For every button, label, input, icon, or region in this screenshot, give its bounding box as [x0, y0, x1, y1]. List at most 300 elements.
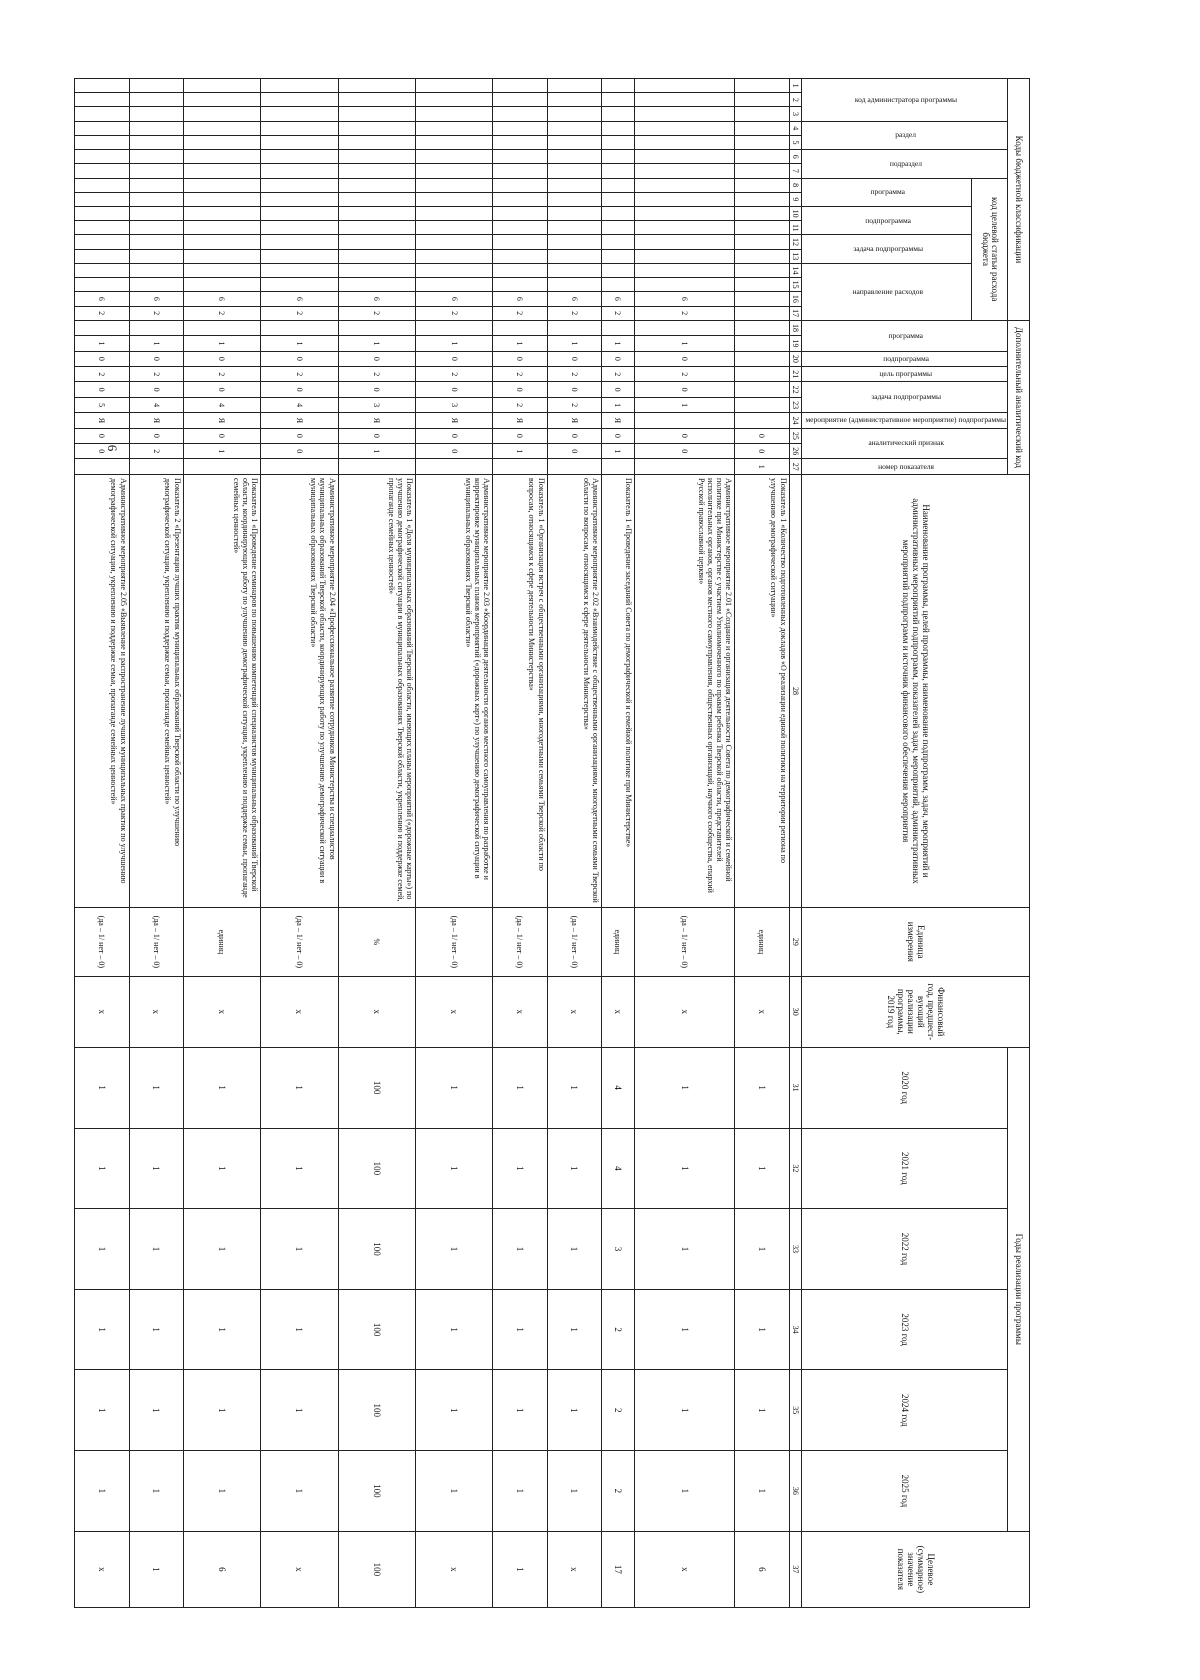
code-cell: 2: [129, 367, 183, 382]
code-cell: [129, 278, 183, 292]
table-row: [75, 79, 129, 1608]
row-year-value: 1: [415, 1047, 492, 1128]
row-year-value: 1: [415, 1451, 492, 1532]
row-year-value: 1: [634, 1047, 735, 1128]
row-unit: единиц: [735, 907, 789, 976]
row-year-value: 1: [183, 1370, 260, 1451]
target-article-header: код целевой статьи расхода бюджета: [972, 178, 1008, 320]
subprogram-header: подпрограмма: [801, 206, 972, 234]
code-cell: [634, 249, 735, 263]
code-cell: [183, 135, 260, 149]
code-cell: [547, 320, 601, 335]
row-year-value: 1: [493, 1451, 547, 1532]
column-number: 27: [789, 459, 801, 475]
column-number: 28: [789, 475, 801, 908]
code-cell: [129, 249, 183, 263]
task-header: задача подпрограммы: [801, 235, 972, 263]
code-cell: 0: [493, 428, 547, 443]
code-cell: 0: [129, 382, 183, 397]
row-year-value: 1: [75, 1370, 129, 1451]
code-cell: [75, 178, 129, 192]
column-number: 31: [789, 1047, 801, 1128]
code-cell: [129, 93, 183, 107]
column-number: 14: [789, 263, 801, 277]
code-cell: 1: [129, 336, 183, 351]
row-year-value: 1: [547, 1370, 601, 1451]
code-cell: [601, 107, 634, 121]
code-cell: [129, 178, 183, 192]
code-cell: [338, 459, 415, 475]
code-cell: [129, 107, 183, 121]
row-year-value: 1: [415, 1289, 492, 1370]
code-cell: 1: [601, 397, 634, 412]
code-cell: [735, 79, 789, 93]
table-frame: [96, 78, 1030, 1608]
code-cell: 2: [493, 367, 547, 382]
code-cell: 0: [634, 444, 735, 459]
code-cell: 1: [415, 336, 492, 351]
row-year-value: 100: [338, 1047, 415, 1128]
code-cell: 0: [338, 428, 415, 443]
code-cell: [415, 93, 492, 107]
row-year-value: 2: [601, 1370, 634, 1451]
row-description: Показатель 1 «Проведение заседаний Совета по демографической и семейной политике при Министерстве»: [601, 475, 634, 908]
code-cell: 1: [601, 336, 634, 351]
code-cell: [634, 413, 735, 428]
code-cell: 4: [183, 397, 260, 412]
column-number: 30: [789, 976, 801, 1047]
code-cell: 1: [493, 336, 547, 351]
column-number: 20: [789, 351, 801, 366]
row-unit: %: [338, 907, 415, 976]
years-header: Годы реализации программы: [1008, 1047, 1030, 1531]
row-fin-year-value: х: [601, 976, 634, 1047]
program-header: программа: [801, 178, 972, 206]
row-description: Административное мероприятие 2.01 «Создание и организация деятельности Совета по демографической и семейной политике при Министерстве с участием Уполномоченного по правам ребенка Тверской области, представителей исполнительных органов, органов местного самоуправления, общественных организаций, научного сообщества, епархий Русской православной церкви»: [634, 475, 735, 908]
code-cell: 1: [547, 336, 601, 351]
code-cell: [129, 206, 183, 220]
row-unit: (да – 1/ нет – 0): [129, 907, 183, 976]
code-cell: [493, 249, 547, 263]
code-cell: 2: [183, 306, 260, 320]
column-number: 37: [789, 1531, 801, 1607]
code-cell: [601, 263, 634, 277]
code-cell: 1: [261, 336, 338, 351]
code-cell: 2: [601, 367, 634, 382]
row-year-value: 1: [183, 1047, 260, 1128]
code-cell: [601, 178, 634, 192]
row-target-value: х: [261, 1531, 338, 1607]
code-cell: [261, 178, 338, 192]
year-2024-header: 2024 год: [801, 1370, 1007, 1451]
year-2022-header: 2022 год: [801, 1209, 1007, 1290]
code-cell: 6: [493, 292, 547, 306]
code-cell: 2: [183, 367, 260, 382]
target-header: Целевое (суммарное) значение показателя: [801, 1531, 1029, 1607]
code-cell: [634, 164, 735, 178]
code-cell: [493, 206, 547, 220]
row-year-value: 1: [634, 1370, 735, 1451]
code-cell: 0: [75, 382, 129, 397]
code-cell: [75, 121, 129, 135]
row-description: Показатель 1 «Организация встреч с общественными организациями, многодетными семьями Тверской области по вопросам, относящимся к сфере деятельности Министерства»: [493, 475, 547, 908]
row-year-value: 1: [735, 1209, 789, 1290]
code-cell: [601, 164, 634, 178]
row-year-value: 4: [601, 1047, 634, 1128]
code-cell: [415, 178, 492, 192]
row-year-value: 1: [129, 1370, 183, 1451]
code-cell: 1: [183, 444, 260, 459]
code-cell: 6: [75, 292, 129, 306]
row-target-value: х: [547, 1531, 601, 1607]
code-cell: [547, 164, 601, 178]
code-cell: [735, 278, 789, 292]
code-cell: 0: [493, 351, 547, 366]
row-year-value: 1: [129, 1047, 183, 1128]
code-cell: 0: [415, 428, 492, 443]
code-cell: [183, 235, 260, 249]
code-cell: 2: [634, 367, 735, 382]
code-cell: [634, 221, 735, 235]
code-cell: [183, 459, 260, 475]
code-cell: [493, 121, 547, 135]
column-number: 11: [789, 221, 801, 235]
code-cell: [493, 192, 547, 206]
column-number: 13: [789, 249, 801, 263]
code-cell: [415, 150, 492, 164]
ac-task-header: задача подпрограммы: [801, 382, 1007, 413]
row-year-value: 1: [634, 1209, 735, 1290]
table-row: [415, 79, 492, 1608]
code-cell: 0: [261, 444, 338, 459]
table-row: [129, 79, 183, 1608]
row-year-value: 1: [75, 1451, 129, 1532]
code-cell: [735, 135, 789, 149]
name-header: Наименование программы, целей программы, наименование подпрограмм, задач, мероприятий и административных мероприятий подпрограмм, показателей задач, мероприятий, административных мероприятий подпрограмм и источник финансового обеспечения мероприятия: [801, 475, 1029, 908]
column-number: 12: [789, 235, 801, 249]
code-cell: 2: [415, 367, 492, 382]
code-cell: [601, 459, 634, 475]
table-row: [183, 79, 260, 1608]
column-number: 5: [789, 135, 801, 149]
code-cell: 4: [261, 397, 338, 412]
code-cell: [338, 178, 415, 192]
code-cell: [735, 221, 789, 235]
code-cell: [415, 79, 492, 93]
code-cell: [493, 320, 547, 335]
code-cell: [183, 150, 260, 164]
row-fin-year-value: х: [129, 976, 183, 1047]
code-cell: [735, 263, 789, 277]
code-cell: [415, 107, 492, 121]
code-cell: [735, 292, 789, 306]
code-cell: [547, 93, 601, 107]
code-cell: [634, 121, 735, 135]
column-number: 32: [789, 1128, 801, 1209]
code-cell: [493, 79, 547, 93]
row-year-value: 100: [338, 1209, 415, 1290]
code-cell: 0: [75, 428, 129, 443]
code-cell: 2: [75, 367, 129, 382]
code-cell: [338, 192, 415, 206]
code-cell: [601, 150, 634, 164]
code-cell: 3: [338, 397, 415, 412]
code-cell: [183, 192, 260, 206]
row-target-value: х: [634, 1531, 735, 1607]
code-cell: [634, 192, 735, 206]
code-cell: [261, 235, 338, 249]
code-cell: [75, 135, 129, 149]
column-number: 17: [789, 306, 801, 320]
code-cell: [547, 221, 601, 235]
code-cell: [338, 107, 415, 121]
column-number: 18: [789, 320, 801, 335]
code-cell: 2: [338, 306, 415, 320]
code-cell: 0: [547, 444, 601, 459]
column-number: 6: [789, 150, 801, 164]
row-year-value: 1: [735, 1047, 789, 1128]
column-number: 10: [789, 206, 801, 220]
code-cell: [338, 320, 415, 335]
code-cell: [338, 221, 415, 235]
code-cell: [493, 278, 547, 292]
code-cell: [261, 221, 338, 235]
code-cell: 0: [261, 428, 338, 443]
row-year-value: 2: [601, 1451, 634, 1532]
code-cell: 2: [493, 306, 547, 320]
row-year-value: 3: [601, 1209, 634, 1290]
code-cell: [75, 93, 129, 107]
row-year-value: 1: [634, 1451, 735, 1532]
row-year-value: 1: [735, 1451, 789, 1532]
code-cell: 1: [634, 397, 735, 412]
code-cell: 1: [735, 459, 789, 475]
code-cell: [75, 320, 129, 335]
row-year-value: 1: [493, 1209, 547, 1290]
code-cell: 2: [129, 444, 183, 459]
table-row: [261, 79, 338, 1608]
row-year-value: 1: [415, 1370, 492, 1451]
code-cell: [601, 235, 634, 249]
code-cell: [634, 135, 735, 149]
code-cell: 0: [183, 428, 260, 443]
code-cell: [735, 413, 789, 428]
code-cell: [601, 278, 634, 292]
row-unit: (да – 1/ нет – 0): [547, 907, 601, 976]
code-cell: Я: [415, 413, 492, 428]
row-year-value: 1: [547, 1128, 601, 1209]
code-cell: [75, 263, 129, 277]
code-cell: [75, 150, 129, 164]
row-fin-year-value: х: [735, 976, 789, 1047]
ac-indicator-header: номер показателя: [801, 459, 1007, 475]
row-fin-year-value: х: [183, 976, 260, 1047]
code-cell: 6: [129, 292, 183, 306]
code-cell: 6: [415, 292, 492, 306]
code-cell: [338, 164, 415, 178]
column-number: 19: [789, 336, 801, 351]
code-cell: [735, 249, 789, 263]
column-number: 8: [789, 178, 801, 192]
row-year-value: 1: [183, 1209, 260, 1290]
code-cell: 2: [129, 306, 183, 320]
code-cell: [735, 382, 789, 397]
column-number: 29: [789, 907, 801, 976]
code-cell: [338, 278, 415, 292]
rotated-sheet: [96, 78, 1030, 1608]
row-unit: (да – 1/ нет – 0): [415, 907, 492, 976]
code-cell: [634, 278, 735, 292]
code-cell: 0: [129, 351, 183, 366]
fin-year-header: Финансовый год, предшест-вующий реализации программы, 2019 год: [801, 976, 1029, 1047]
code-cell: 0: [601, 382, 634, 397]
row-year-value: 1: [415, 1128, 492, 1209]
column-numbers-row: [789, 79, 801, 1608]
code-cell: Я: [493, 413, 547, 428]
row-year-value: 1: [415, 1209, 492, 1290]
code-cell: [183, 206, 260, 220]
code-cell: [261, 278, 338, 292]
code-cell: [183, 221, 260, 235]
code-cell: [735, 351, 789, 366]
code-cell: [547, 206, 601, 220]
code-cell: [415, 135, 492, 149]
column-number: 3: [789, 107, 801, 121]
row-target-value: 100: [338, 1531, 415, 1607]
code-cell: [338, 93, 415, 107]
row-year-value: 2: [601, 1289, 634, 1370]
row-year-value: 4: [601, 1128, 634, 1209]
row-year-value: 1: [129, 1289, 183, 1370]
code-cell: 0: [75, 444, 129, 459]
code-cell: [261, 249, 338, 263]
column-number: 36: [789, 1451, 801, 1532]
row-year-value: 100: [338, 1128, 415, 1209]
row-unit: единиц: [601, 907, 634, 976]
code-cell: 2: [634, 306, 735, 320]
column-number: 21: [789, 367, 801, 382]
code-cell: [547, 263, 601, 277]
code-cell: [261, 192, 338, 206]
code-cell: 1: [183, 336, 260, 351]
code-cell: [634, 263, 735, 277]
code-cell: [634, 459, 735, 475]
row-year-value: 1: [735, 1370, 789, 1451]
code-cell: [75, 459, 129, 475]
code-cell: 0: [183, 382, 260, 397]
code-cell: [634, 320, 735, 335]
code-cell: Я: [75, 413, 129, 428]
code-cell: [338, 235, 415, 249]
additional-code-header: Дополнительный аналитический код: [1008, 320, 1030, 474]
code-cell: 0: [735, 428, 789, 443]
code-cell: [493, 235, 547, 249]
code-cell: 3: [415, 397, 492, 412]
column-number: 2: [789, 93, 801, 107]
code-cell: 0: [634, 428, 735, 443]
row-year-value: 1: [75, 1047, 129, 1128]
code-cell: [547, 135, 601, 149]
row-year-value: 1: [183, 1451, 260, 1532]
code-cell: Я: [183, 413, 260, 428]
code-cell: [75, 107, 129, 121]
code-cell: [129, 121, 183, 135]
row-description: Административное мероприятие 2.05 «Выявление и распространение лучших муниципальных практик по улучшению демографической ситуации, укреплению и поддержке семьи, пропаганде семейных ценностей»: [75, 475, 129, 908]
row-year-value: 1: [261, 1128, 338, 1209]
row-year-value: 1: [75, 1209, 129, 1290]
code-cell: [735, 164, 789, 178]
code-cell: [415, 221, 492, 235]
column-number: 15: [789, 278, 801, 292]
ac-sign-header: аналитический признак: [801, 428, 1007, 459]
code-cell: [735, 93, 789, 107]
row-year-value: 1: [493, 1289, 547, 1370]
code-cell: 2: [601, 306, 634, 320]
ac-program-header: программа: [801, 320, 1007, 351]
code-cell: [415, 164, 492, 178]
code-cell: [75, 206, 129, 220]
code-cell: [338, 249, 415, 263]
code-cell: [183, 278, 260, 292]
code-cell: [261, 107, 338, 121]
row-fin-year-value: х: [75, 976, 129, 1047]
code-cell: [75, 235, 129, 249]
code-cell: 6: [261, 292, 338, 306]
column-number: 4: [789, 121, 801, 135]
code-cell: [415, 192, 492, 206]
code-cell: [634, 93, 735, 107]
code-cell: [735, 121, 789, 135]
row-description: Административное мероприятие 2.04 «Профессиональное развитие сотрудников Министерства и специалистов муниципальных образований Тверской области, координирующих работу по улучшению демографической ситуации в муниципальных образованиях Тверской области»: [261, 475, 338, 908]
row-year-value: 1: [735, 1128, 789, 1209]
code-cell: [338, 135, 415, 149]
ac-goal-header: цель программы: [801, 367, 1007, 382]
code-cell: 2: [547, 306, 601, 320]
code-cell: [183, 164, 260, 178]
code-cell: [547, 150, 601, 164]
code-cell: [75, 79, 129, 93]
row-year-value: 1: [75, 1289, 129, 1370]
code-cell: 0: [183, 351, 260, 366]
code-cell: [183, 121, 260, 135]
row-year-value: 1: [493, 1370, 547, 1451]
code-cell: [261, 93, 338, 107]
code-cell: [338, 263, 415, 277]
code-cell: 1: [338, 444, 415, 459]
code-cell: [415, 121, 492, 135]
row-fin-year-value: х: [338, 976, 415, 1047]
code-cell: [75, 221, 129, 235]
code-cell: [129, 135, 183, 149]
code-cell: 2: [547, 367, 601, 382]
column-number: 16: [789, 292, 801, 306]
row-description: Показатель 1 «Доля муниципальных образований Тверской области, имеющих планы мероприятий («дорожные карты») по улучшению демографической ситуации в муниципальных образованиях Тверской области, укреплению и поддержке семей, пропаганде семейных ценностей»: [338, 475, 415, 908]
expense-direction-header: направление расходов: [801, 263, 972, 320]
code-cell: [129, 221, 183, 235]
row-year-value: 1: [261, 1209, 338, 1290]
code-cell: 2: [261, 367, 338, 382]
row-year-value: 1: [493, 1128, 547, 1209]
row-target-value: 6: [735, 1531, 789, 1607]
row-year-value: 1: [493, 1047, 547, 1128]
code-cell: [601, 135, 634, 149]
code-cell: [493, 135, 547, 149]
row-year-value: 1: [261, 1289, 338, 1370]
table-body: [75, 79, 789, 1608]
row-year-value: 1: [261, 1370, 338, 1451]
table-row: [634, 79, 735, 1608]
row-year-value: 1: [735, 1289, 789, 1370]
